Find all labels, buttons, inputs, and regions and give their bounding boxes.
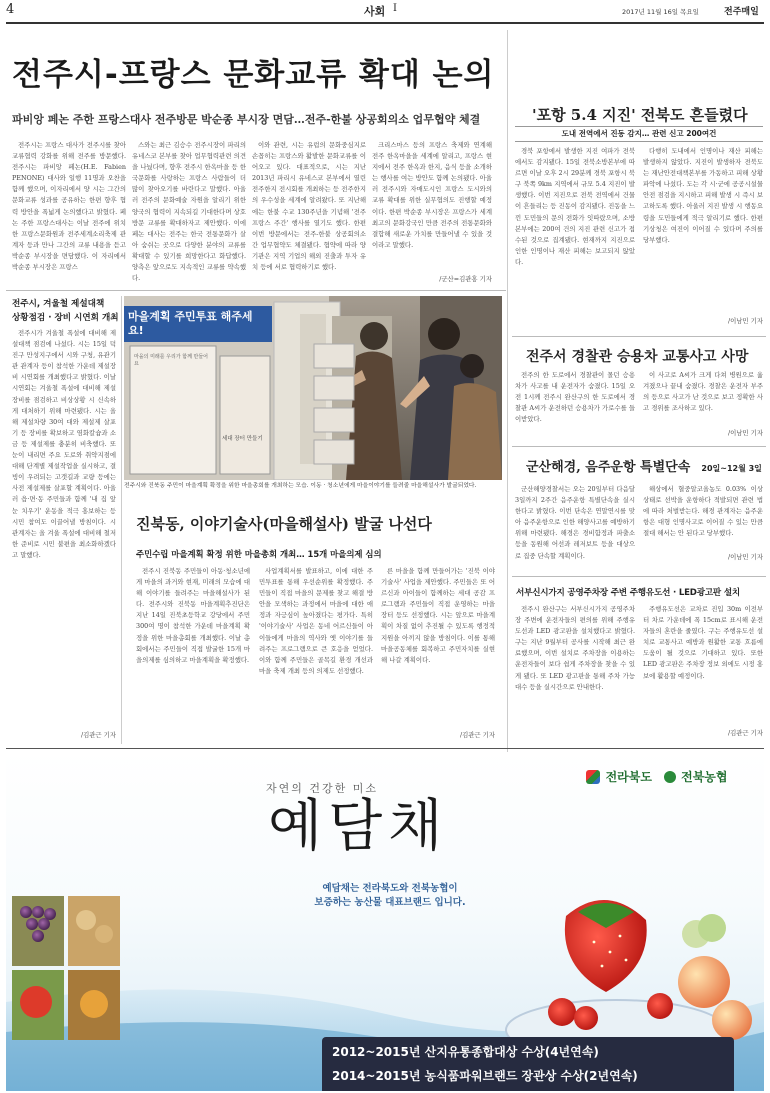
page-number: 4 [6,2,15,17]
pohang-subhead [515,126,763,142]
issue-date: 2017년 11월 16일 목요일 [622,8,699,16]
ad-award-2: 2014~2015년 농식품파워브랜드 장관상 수상(2년연속) [332,1069,638,1083]
section-name: 사회 [364,5,386,18]
top-body-col4: 크리스마스 등의 프랑스 축제와 연계해 전주 한옥마을을 세계에 알리고, 프랑스 현지에서 전주 한옥과 한지, 음식 등을 소개하는 행사를 여는 방안도 함께 논의됐다. 아울러 전주시와 자매도시인 프랑스 도시와의 교류 확대를 위한 실무협의도 진행할 예정이다. 한편 박순종 부시장은 프랑스가 세계 최고의 문화강국인 만큼 전주의 전통문화와 결합해 새로운 가치를 만들어낼 수 있을 것이라고 말했다. [372,141,492,249]
pohang-byline: /이남민 기자 [727,317,763,325]
jinbuk-headline: 진북동, 이야기술사(마을해설사) 발굴 나선다 [136,515,432,533]
snow-subhead: 상황점검 · 장비 시연회 개최 [12,313,119,323]
section-mark: I [393,3,397,14]
parking-body-col1: 전주시 완산구는 서부신시가지 공영주차장 주변에 운전자들의 편의를 위해 주행유도선과 LED 광고판을 설치했다고 밝혔다. 구는 지난 9월부터 공사를 시작해 최근 완료했으며, 이번 설치로 주차장을 이용하는 운전자들이 보다 쉽게 주차장을 찾을 수 있게 됐다. 또 LED 광고판을 통해 주차 가능 대수 등을 실시간으로 안내한다. [515,605,635,691]
jinbuk-body-col3: 른 마을을 함께 만들어가는 '진북 이야기술사' 사업을 제안했다. 주민들은 또 어르신과 아이들이 함께하는 세대 공감 프로그램과 주민들이 직접 운영하는 마을 장터 등도 선정했다. 시는 앞으로 마을계획이 차질 없이 추진될 수 있도록 행정적 지원을 아끼지 않을 방침이다. 이를 통해 마을공동체를 회복하고 주민자치를 실현해 나갈 계획이다. [381,567,495,664]
jinbuk-body-col2: 사업계획서를 발표하고, 이에 대한 주민투표를 통해 우선순위를 확정했다. 주민들이 직접 마을의 문제를 찾고 해결 방안을 모색하는 과정에서 마을에 대한 애정과 자긍심이 높아졌다는 평가다. 특히 '이야기술사' 사업은 동네 어르신들이 아이들에게 마을의 역사와 옛 이야기를 들려주는 프로그램으로 큰 호응을 얻었다. 이와 함께 주민들은 골목길 환경 개선과 마을 축제 개최 등의 의제도 선정했다. [259,567,373,675]
snow-headline: 전주시, 겨울철 제설대책 [12,299,105,309]
photo-caption: 전주시와 진북동 주민이 마을계획 확정을 위한 마을총회를 개최하는 모습. 이동 · 청소년에게 마을이야기를 들려줄 마을해설사가 발굴되었다. [124,483,477,489]
gunsan-dates: 20일~12월 3일 [701,464,762,473]
top-byline: /군산=김관홍 기자 [439,275,492,283]
snow-byline: /김관근 기자 [80,731,116,739]
advertisement [6,752,764,1091]
top-body-col3: 이와 관련, 시는 유럽의 문화중심지로 손꼽히는 프랑스와 활발한 문화교류를 이어오고 있다. 대표적으로, 시는 지난 2013년 파리시 유네스코 본부에서 열린 전주한지 전시회를 개최하는 등 전주한지의 우수성을 세계에 알려왔다. 또 지난해에는 한불 수교 130주년을 기념해 '전주 프랑스 주간' 행사를 열기도 했다. 한편 이번 방문에서는 전주-한불 상공회의소 간 업무협약도 체결됐다. 협약에 따라 양 기관은 지역 기업의 해외 진출과 투자 유치 등에 서로 협력하기로 했다. [252,141,366,272]
nonghyup-logo-icon [664,771,676,783]
police-body-col2: 이 사고로 A씨가 크게 다쳐 병원으로 옮겨졌으나 끝내 숨졌다. 경찰은 운전자 부주의 등으로 사고가 난 것으로 보고 정확한 사고 경위를 조사하고 있다. [643,371,763,413]
snow-body: 전주시가 겨울철 폭설에 대비해 제설대책 점검에 나섰다. 시는 15일 덕진구 만성지구에서 시와 구청, 유관기관 관계자 등이 참석한 가운데 제설장비 시연회를 개최했다고 밝혔다. 이날 시연회는 겨울철 폭설에 대비해 제설장비를 점검하고 비상상황 시 신속하게 대처하기 위해 마련됐다. 시는 올해 제설차량 30여 대와 제설제 살포기 등 장비를 확보하고 염화칼슘과 소금 등 제설제를 충분히 비축했다. 또 눈이 내리면 주요 도로와 취약지점에 대해 단계별 제설작업을 실시하고, 결빙이 우려되는 고갯길과 교량 등에는 사전 제설제를 살포할 계획이다. 아울러 읍·면·동 주민들과 함께 '내 집 앞 눈 치우기' 운동을 적극 홍보하는 등 시민 참여도 이끌어낼 방침이다. 시 관계자는 올 겨울 폭설에 대비해 철저한 준비로 시민 불편을 최소화하겠다고 말했다. [12,329,116,559]
police-byline: /이남민 기자 [727,429,763,437]
ad-logo [586,766,727,785]
jeonbuk-logo-icon [586,770,600,784]
pohang-subhead-text: 도내 전역에서 진동 감지… 관련 신고 200여건 [561,129,717,138]
paper-name: 전주매일 [724,7,759,17]
police-body-col1: 전주의 한 도로에서 경찰관이 몰던 승용차가 사고를 내 운전자가 숨졌다. 15일 오전 1시께 전주시 완산구의 한 도로에서 경찰관 A씨가 운전하던 승용차가 가로수를 들이받았다. [515,371,635,424]
gunsan-title: 군산해경, 음주운항 특별단속 [526,460,691,475]
pohang-body-col1: 경북 포항에서 발생한 지진 여파가 전북에서도 감지됐다. 15일 전북소방본부에 따르면 이날 오후 2시 29분께 경북 포항시 북구 북쪽 9km 지역에서 규모 5.4 지진이 발생했다. 이번 지진으로 전북 전역에서 건물이 흔들리는 등 진동이 감지됐다. 진동을 느낀 도민들의 문의 전화가 잇따랐으며, 소방본부에는 200여 건의 지진 관련 신고가 접수된 것으로 집계됐다. 현재까지 지진으로 인한 인명이나 재산 피해는 보고되지 않았다. [515,147,635,266]
ad-award-banner [322,1037,734,1091]
top-headline: 전주시-프랑스 문화교류 확대 논의 [12,57,495,93]
police-headline: 전주서 경찰관 승용차 교통사고 사망 [526,349,749,365]
jinbuk-body-col1: 전주시 진북동 주민들이 아동·청소년에게 마을의 과거와 현재, 미래의 모습에 대해 이야기를 들려주는 마을해설사가 된다. 전주시와 진북동 마을계획추진단은 지난 14일 진북초등학교 강당에서 주민 300여 명이 참석한 가운데 마을계획 확정을 위한 마을총회를 개최했다. 이날 총회에서는 주민들이 직접 발굴한 15개 마을의제를 심의하고 마을계획을 확정했다. [136,567,250,664]
top-body-col1: 전주시는 프랑스 대사가 전주시를 찾아 교류협력 강화를 위해 전주를 방문했다. 전주시는 파비앙 페논(H.E. Fabien PENONE) 대사와 일행 11명과 오찬을 함께 했으며, 이자리에서 양 시는 그간의 문화교류 성과를 공유하는 한편 향후 협력 방안을 폭넓게 논의했다고 밝혔다. 페논 주한 프랑스대사는 이날 전주에 위치한 프랑스문화원과 전주세계소리축제 관계자 등과 만나 그간의 교류 내용을 듣고 박순종 부시장을 면담했다. 이 자리에서 박순종 부시장은 프랑스 [12,141,126,272]
photo-board-text: 세대 장터 만들기 [222,436,263,442]
masthead [0,0,770,22]
parking-byline: /김관근 기자 [727,729,763,737]
ad-org1: 전라북도 [605,770,652,784]
ad-tagline: 자연의 건강한 미소 [266,782,379,795]
ad-award-1: 2012~2015년 산지유통종합대상 수상(4년연속) [332,1045,599,1059]
pohang-headline: '포항 5.4 지진' 전북도 흔들렸다 [532,106,748,124]
gunsan-body-col2: 해상에서 혈중알코올농도 0.03% 이상 상태로 선박을 운항하다 적발되면 관련 법에 따라 처벌받는다. 해경 관계자는 음주운항은 대형 인명사고로 이어질 수 있는 만큼 절대 해서는 안 된다고 당부했다. [643,485,763,538]
ad-desc-2: 보증하는 농산물 대표브랜드 입니다. [314,897,466,908]
gunsan-body-col1: 군산해양경찰서는 오는 20일부터 다음달 3일까지 2주간 음주운항 특별단속을 실시한다고 밝혔다. 이번 단속은 연말연시를 맞아 음주운항으로 인한 해양사고를 예방하기 위해 마련됐다. 해경은 경비함정과 파출소 등을 동원해 어선과 레저보트 등을 대상으로 집중 단속할 계획이다. [515,485,635,560]
ad-brand: 예담채 [268,794,449,859]
jinbuk-byline: /김관근 기자 [459,731,495,739]
jinbuk-subhead: 주민수립 마을계획 확정 위한 마을총회 개최… 15개 마을의제 심의 [136,549,382,559]
parking-body-col2: 주행유도선은 교차로 진입 30m 이전부터 차로 가운데에 폭 15cm로 표시해 운전자들의 혼란을 줄였다. 구는 주행유도선 설치로 교통사고 예방과 원활한 교통 흐름에 도움이 될 것으로 기대하고 있다. 또한 LED 광고판은 주차장 정보 외에도 시정 홍보에 활용할 예정이다. [643,605,763,680]
ad-org2: 전북농협 [681,770,728,784]
masthead-rule [6,22,764,24]
top-body-col2: 스와는 최근 김승수 전주시장이 파리의 유네스코 본부를 찾아 업무협력관련 의견을 나눴다며, 향후 전주시 한옥마을 등 한국문화를 사랑하는 프랑스 사람들이 더 많이 찾아오기를 바란다고 말했다. 아울러 전주의 문화예술 자원을 알리기 위한 양국의 협력이 지속되길 기대한다며 상호 방문 교류를 확대하자고 제안했다. 이에 페논 대사는 전주는 한국 전통문화가 살아 숨쉬는 곳으로 다양한 분야의 교류를 확대할 수 있기를 희망한다고 화답했다. 양측은 앞으로도 지속적인 교류를 약속했다. [132,141,246,283]
ad-desc-1: 예담채는 전라북도와 전북농협이 [322,883,458,894]
news-photo [124,296,502,480]
parking-headline: 서부신시가지 공영주차장 주변 주행유도선 · LED광고판 설치 [516,588,741,598]
gunsan-headline [526,456,762,475]
photo-sign-text: 마을계획 주민투표 해주세요! [128,310,253,337]
gunsan-byline: /이남민 기자 [727,553,763,561]
photo-sign-sub: 마을의 미래를 우리가 함께 만들어요 [134,354,208,367]
pohang-body-col2: 다행히 도내에서 인명이나 재산 피해는 발생하지 않았다. 지진이 발생하자 전북도는 재난안전대책본부를 가동하고 피해 상황 파악에 나섰다. 도는 각 시·군에 공공시설물 안전 점검을 지시하고 피해 발생 시 즉시 보고하도록 했다. 아울러 지진 발생 시 행동요령을 도민들에게 적극 알리기로 했다. 한편 기상청은 여진이 이어질 수 있다며 주의를 당부했다. [643,147,763,244]
top-subhead: 파비앙 페논 주한 프랑스대사 전주방문 박순종 부시장 면담…전주-한불 상공회의소 업무협약 체결 [12,113,481,126]
